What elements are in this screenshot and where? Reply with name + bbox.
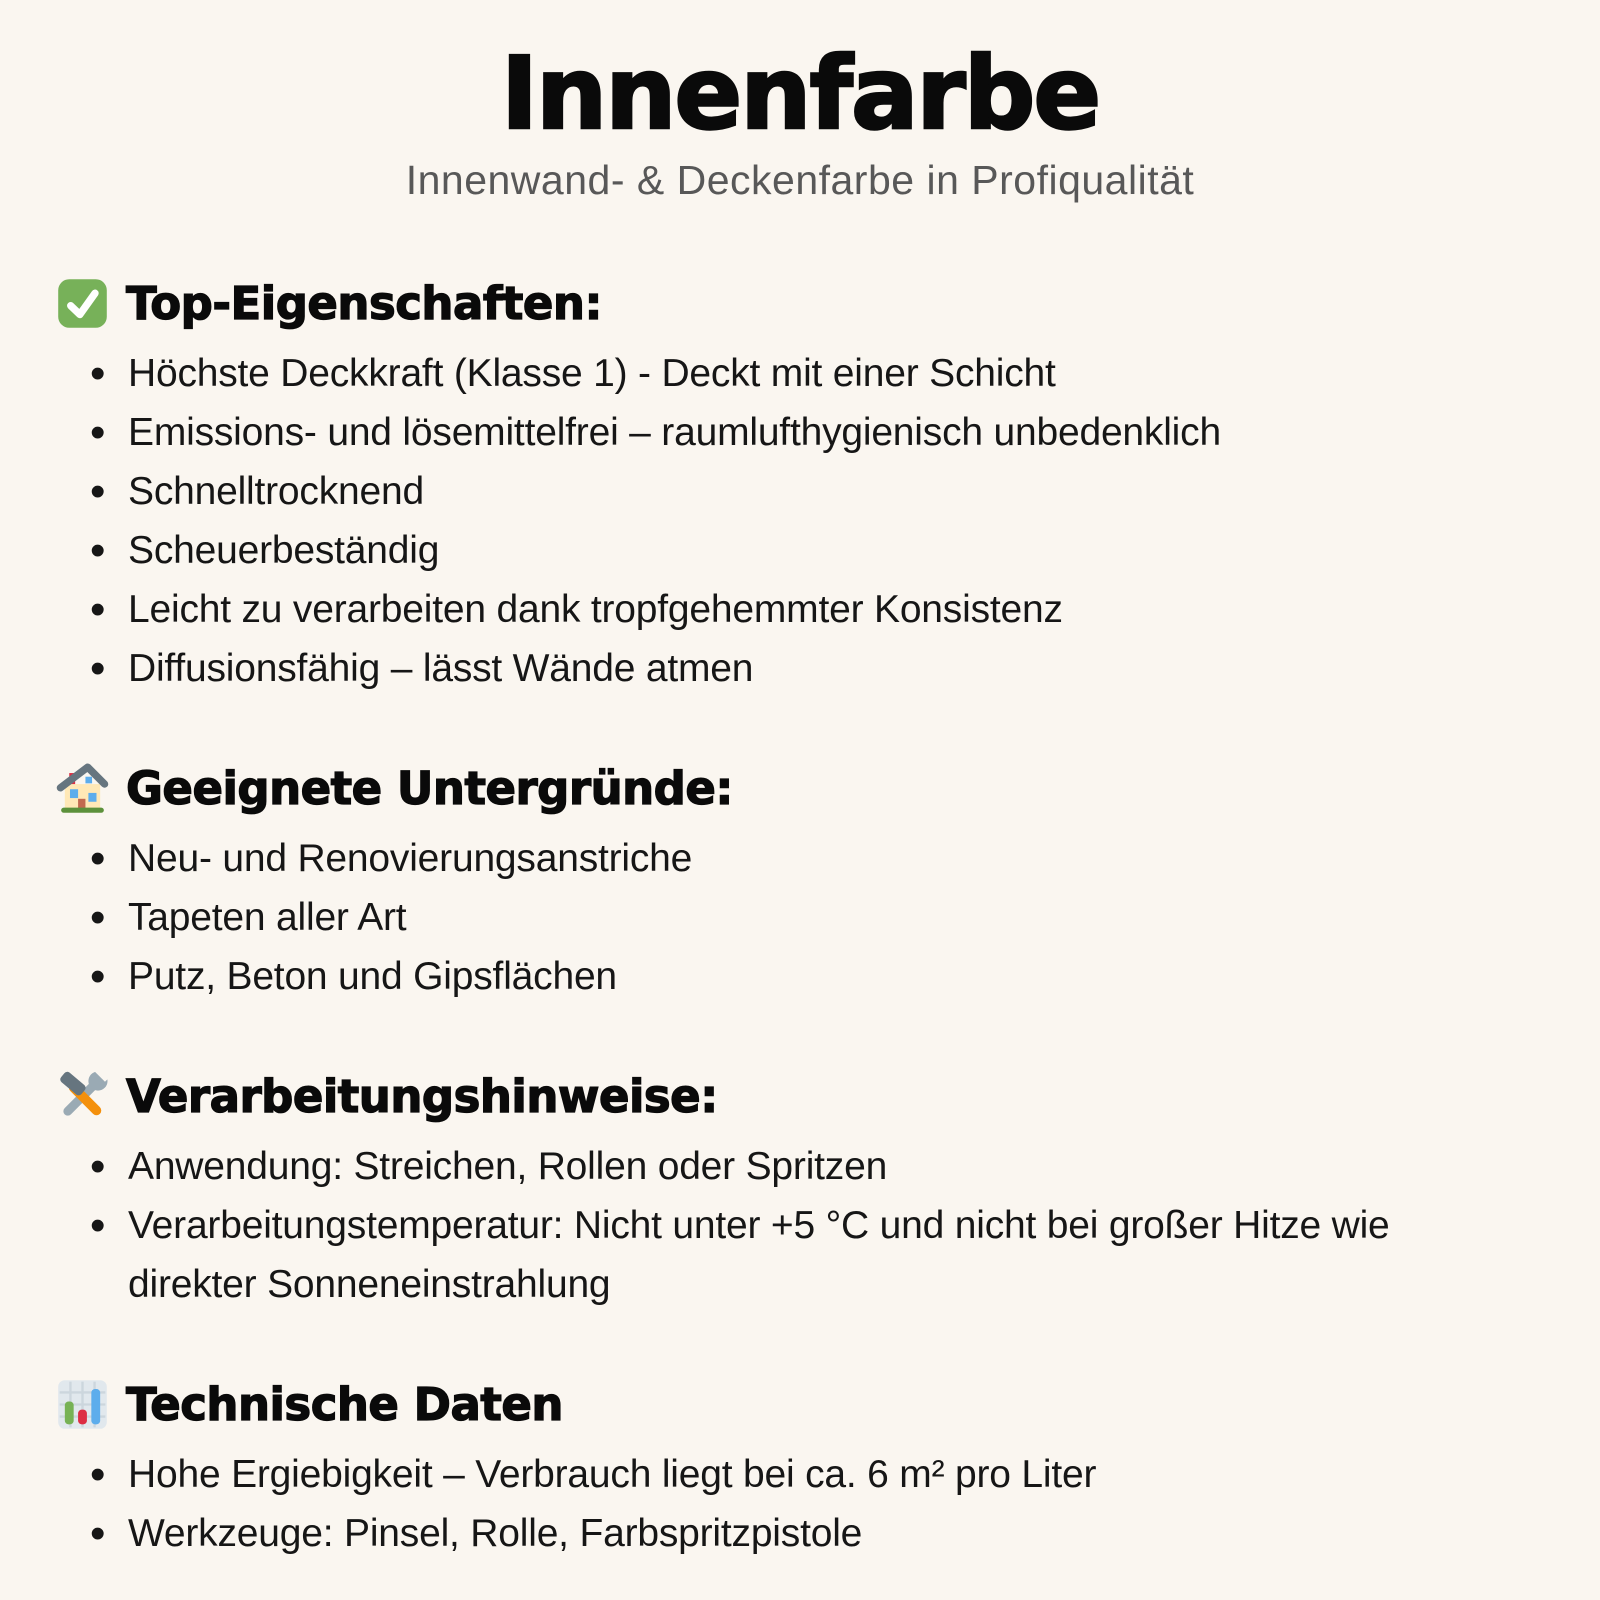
- page-subtitle: Innenwand- & Deckenfarbe in Profiqualität: [405, 157, 1195, 203]
- hammer-wrench-icon: [56, 1070, 109, 1123]
- list-item: • Verarbeitungstemperatur: Nicht unter +5 °C und nicht bei großer Hitze wie direkter Sonneneinstrahlung: [56, 1196, 1476, 1314]
- list-item: • Höchste Deckkraft (Klasse 1) - Deckt mit einer Schicht: [56, 344, 1476, 403]
- bar-chart-icon: [56, 1378, 109, 1431]
- list-item: • Hohe Ergiebigkeit – Verbrauch liegt bei ca. 6 m² pro Liter: [56, 1445, 1476, 1504]
- section-technische-daten: [56, 1378, 1544, 1563]
- section-heading-label: Technische Daten: [126, 1377, 563, 1431]
- section-geeignete-untergruende: [56, 762, 1544, 1006]
- list-item: • Schnelltrocknend: [56, 462, 1476, 521]
- check-mark-icon: [56, 277, 109, 330]
- list-item: • Werkzeuge: Pinsel, Rolle, Farbspritzpistole: [56, 1504, 1476, 1563]
- list-item: • Anwendung: Streichen, Rollen oder Spritzen: [56, 1137, 1476, 1196]
- list-item: • Tapeten aller Art: [56, 888, 1476, 947]
- list-item: • Leicht zu verarbeiten dank tropfgehemmter Konsistenz: [56, 580, 1476, 639]
- bullet-list: [56, 829, 1476, 1006]
- section-heading-row: [56, 1378, 1544, 1431]
- section-verarbeitungshinweise: [56, 1070, 1544, 1314]
- section-heading-row: [56, 1070, 1544, 1123]
- section-heading-label: Geeignete Untergründe:: [126, 761, 733, 815]
- page-header: [0, 0, 1600, 205]
- section-top-eigenschaften: [56, 277, 1544, 698]
- list-item: • Putz, Beton und Gipsflächen: [56, 947, 1476, 1006]
- section-heading-label: Verarbeitungshinweise:: [126, 1069, 718, 1123]
- bullet-list: [56, 1445, 1476, 1563]
- page-content: [0, 277, 1600, 1563]
- house-icon: [56, 762, 109, 815]
- section-heading-row: [56, 762, 1544, 815]
- list-item: • Scheuerbeständig: [56, 521, 1476, 580]
- list-item: • Emissions- und lösemittelfrei – raumlufthygienisch unbedenklich: [56, 403, 1476, 462]
- section-heading-row: [56, 277, 1544, 330]
- list-item: • Diffusionsfähig – lässt Wände atmen: [56, 639, 1476, 698]
- section-heading-label: Top-Eigenschaften:: [126, 276, 602, 330]
- bullet-list: [56, 1137, 1476, 1314]
- page-title: Innenfarbe: [500, 35, 1100, 152]
- list-item: • Neu- und Renovierungsanstriche: [56, 829, 1476, 888]
- bullet-list: [56, 344, 1476, 698]
